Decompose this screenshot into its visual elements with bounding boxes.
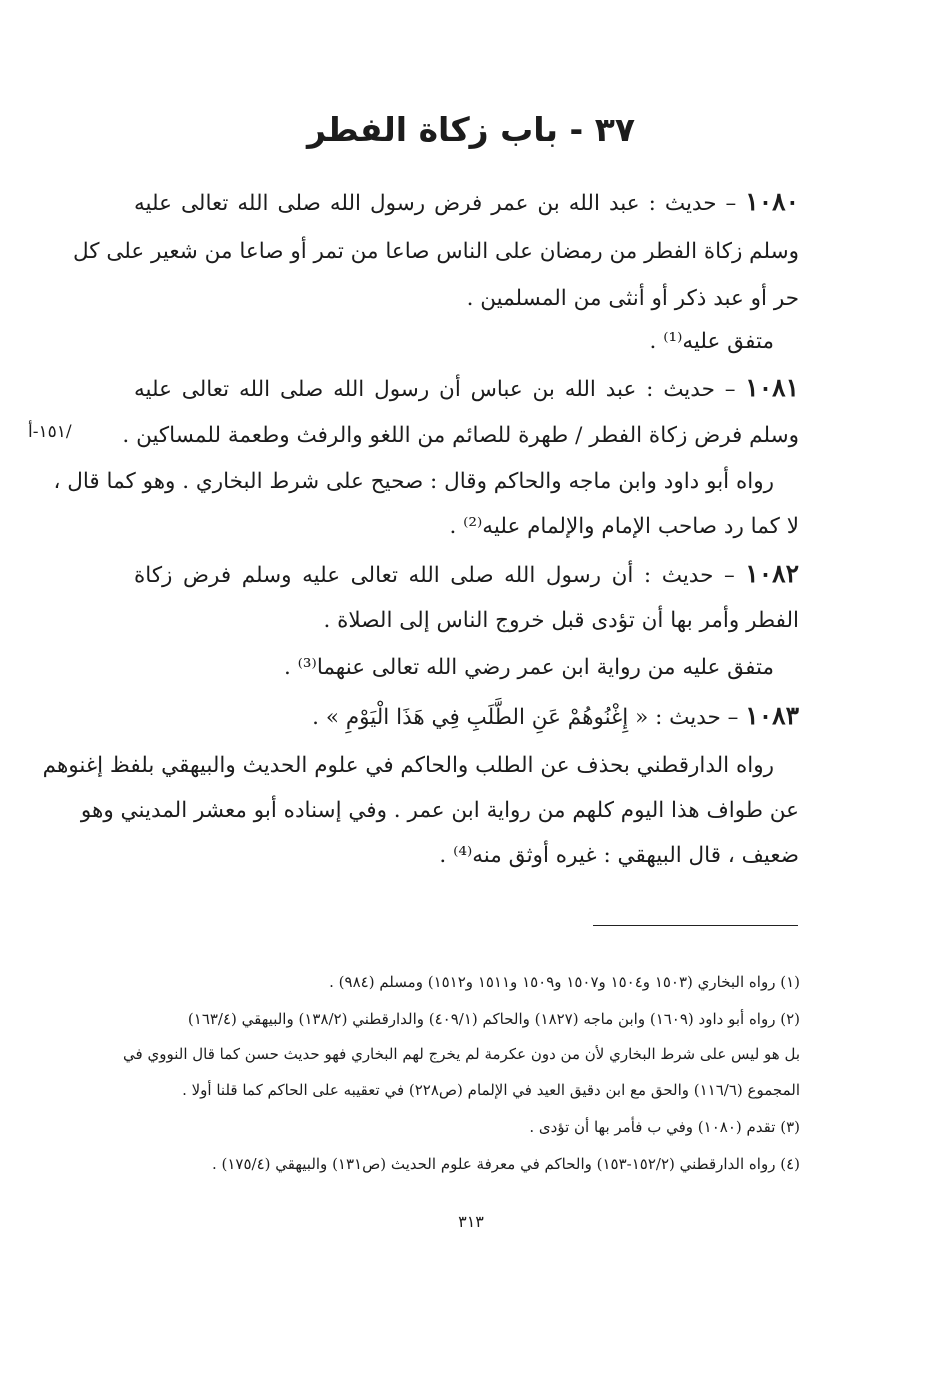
margin-folio-note: /١٥١-أ	[28, 422, 72, 442]
hadith-1083-line-3: عن طواف هذا اليوم كلهم من رواية ابن عمر . وفي إسناده أبو معشر المديني وهو	[80, 798, 799, 823]
hadith-1081-line-4: لا كما رد صاحب الإمام والإلمام عليه⁽²⁾ .	[449, 514, 799, 539]
hadith-1081-line-1	[134, 372, 799, 406]
hadith-number: ١٠٨٠	[745, 187, 799, 216]
hadith-1080-line-2: وسلم زكاة الفطر من رمضان على الناس صاعا من تمر أو صاعا من شعير على كل	[72, 239, 799, 264]
hadith-number: ١٠٨٢	[745, 559, 799, 588]
hadith-1082-takhrij: متفق عليه من رواية ابن عمر رضي الله تعالى عنهما⁽³⁾ .	[283, 655, 774, 680]
footnote-separator	[593, 925, 798, 926]
hadith-1081-line-3: رواه أبو داود وابن ماجه والحاكم وقال : صحيح على شرط البخاري . وهو كما قال ،	[53, 469, 774, 494]
hadith-1080-line-3: حر أو عبد ذكر أو أنثى من المسلمين .	[466, 286, 799, 311]
page-number: ٣١٣	[458, 1212, 484, 1231]
footnote-2-line-3: المجموع (١١٦/٦) والحق مع ابن دقيق العيد في الإلمام (ص٢٢٨) في تعقيبه على الحاكم كما قلنا أولا .	[182, 1081, 800, 1099]
hadith-1083-line-2: رواه الدارقطني بحذف عن الطلب والحاكم في علوم الحديث والبيهقي بلفظ إغنوهم	[42, 753, 774, 778]
hadith-text: – حديث : أن رسول الله صلى الله تعالى عليه وسلم فرض زكاة	[134, 563, 735, 588]
footnote-3: (٣) تقدم (١٠٨٠) وفي ب فأمر بها أن تؤدى .	[529, 1118, 800, 1136]
hadith-1083-line-1	[134, 700, 799, 734]
hadith-1081-line-2: وسلم فرض زكاة الفطر / طهرة للصائم من اللغو والرفث وطعمة للمساكين .	[122, 423, 799, 448]
hadith-text: – حديث : « إِغْنُوهُمْ عَنِ الطَّلَبِ فِي هَذَا الْيَوْمِ » .	[312, 705, 739, 730]
hadith-1080-line-1	[134, 186, 799, 220]
hadith-1080-takhrij: متفق عليه⁽¹⁾ .	[649, 329, 774, 354]
hadith-text: – حديث : عبد الله بن عباس أن رسول الله صلى الله تعالى عليه	[134, 377, 736, 402]
footnote-4: (٤) رواه الدارقطني (١٥٢/٢-١٥٣) والحاكم في معرفة علوم الحديث (ص١٣١) والبيهقي (١٧٥/٤) .	[211, 1155, 800, 1173]
hadith-number: ١٠٨١	[745, 373, 799, 402]
hadith-1082-line-1	[134, 558, 799, 592]
hadith-number: ١٠٨٣	[745, 701, 799, 730]
footnote-1: (١) رواه البخاري (١٥٠٣ و١٥٠٤ و١٥٠٧ و١٥٠٩ و١٥١١ و١٥١٢) ومسلم (٩٨٤) .	[329, 973, 800, 991]
hadith-1083-line-4: ضعيف ، قال البيهقي : غيره أوثق منه⁽⁴⁾ .	[439, 843, 799, 868]
hadith-text: – حديث : عبد الله بن عمر فرض رسول الله صلى الله تعالى عليه	[134, 191, 737, 216]
footnote-2-line-2: بل هو ليس على شرط البخاري لأن من دون عكرمة لم يخرج لهم البخاري فهو حديث حسن كما قال النووي في	[123, 1045, 800, 1063]
chapter-title: ٣٧ - باب زكاة الفطر	[306, 110, 636, 149]
hadith-1082-line-2: الفطر وأمر بها أن تؤدى قبل خروج الناس إلى الصلاة .	[323, 608, 799, 633]
footnote-2-line-1: (٢) رواه أبو داود (١٦٠٩) وابن ماجه (١٨٢٧) والحاكم (٤٠٩/١) والدارقطني (١٣٨/٢) والبيهقي (١٦٣/٤)	[187, 1010, 800, 1028]
